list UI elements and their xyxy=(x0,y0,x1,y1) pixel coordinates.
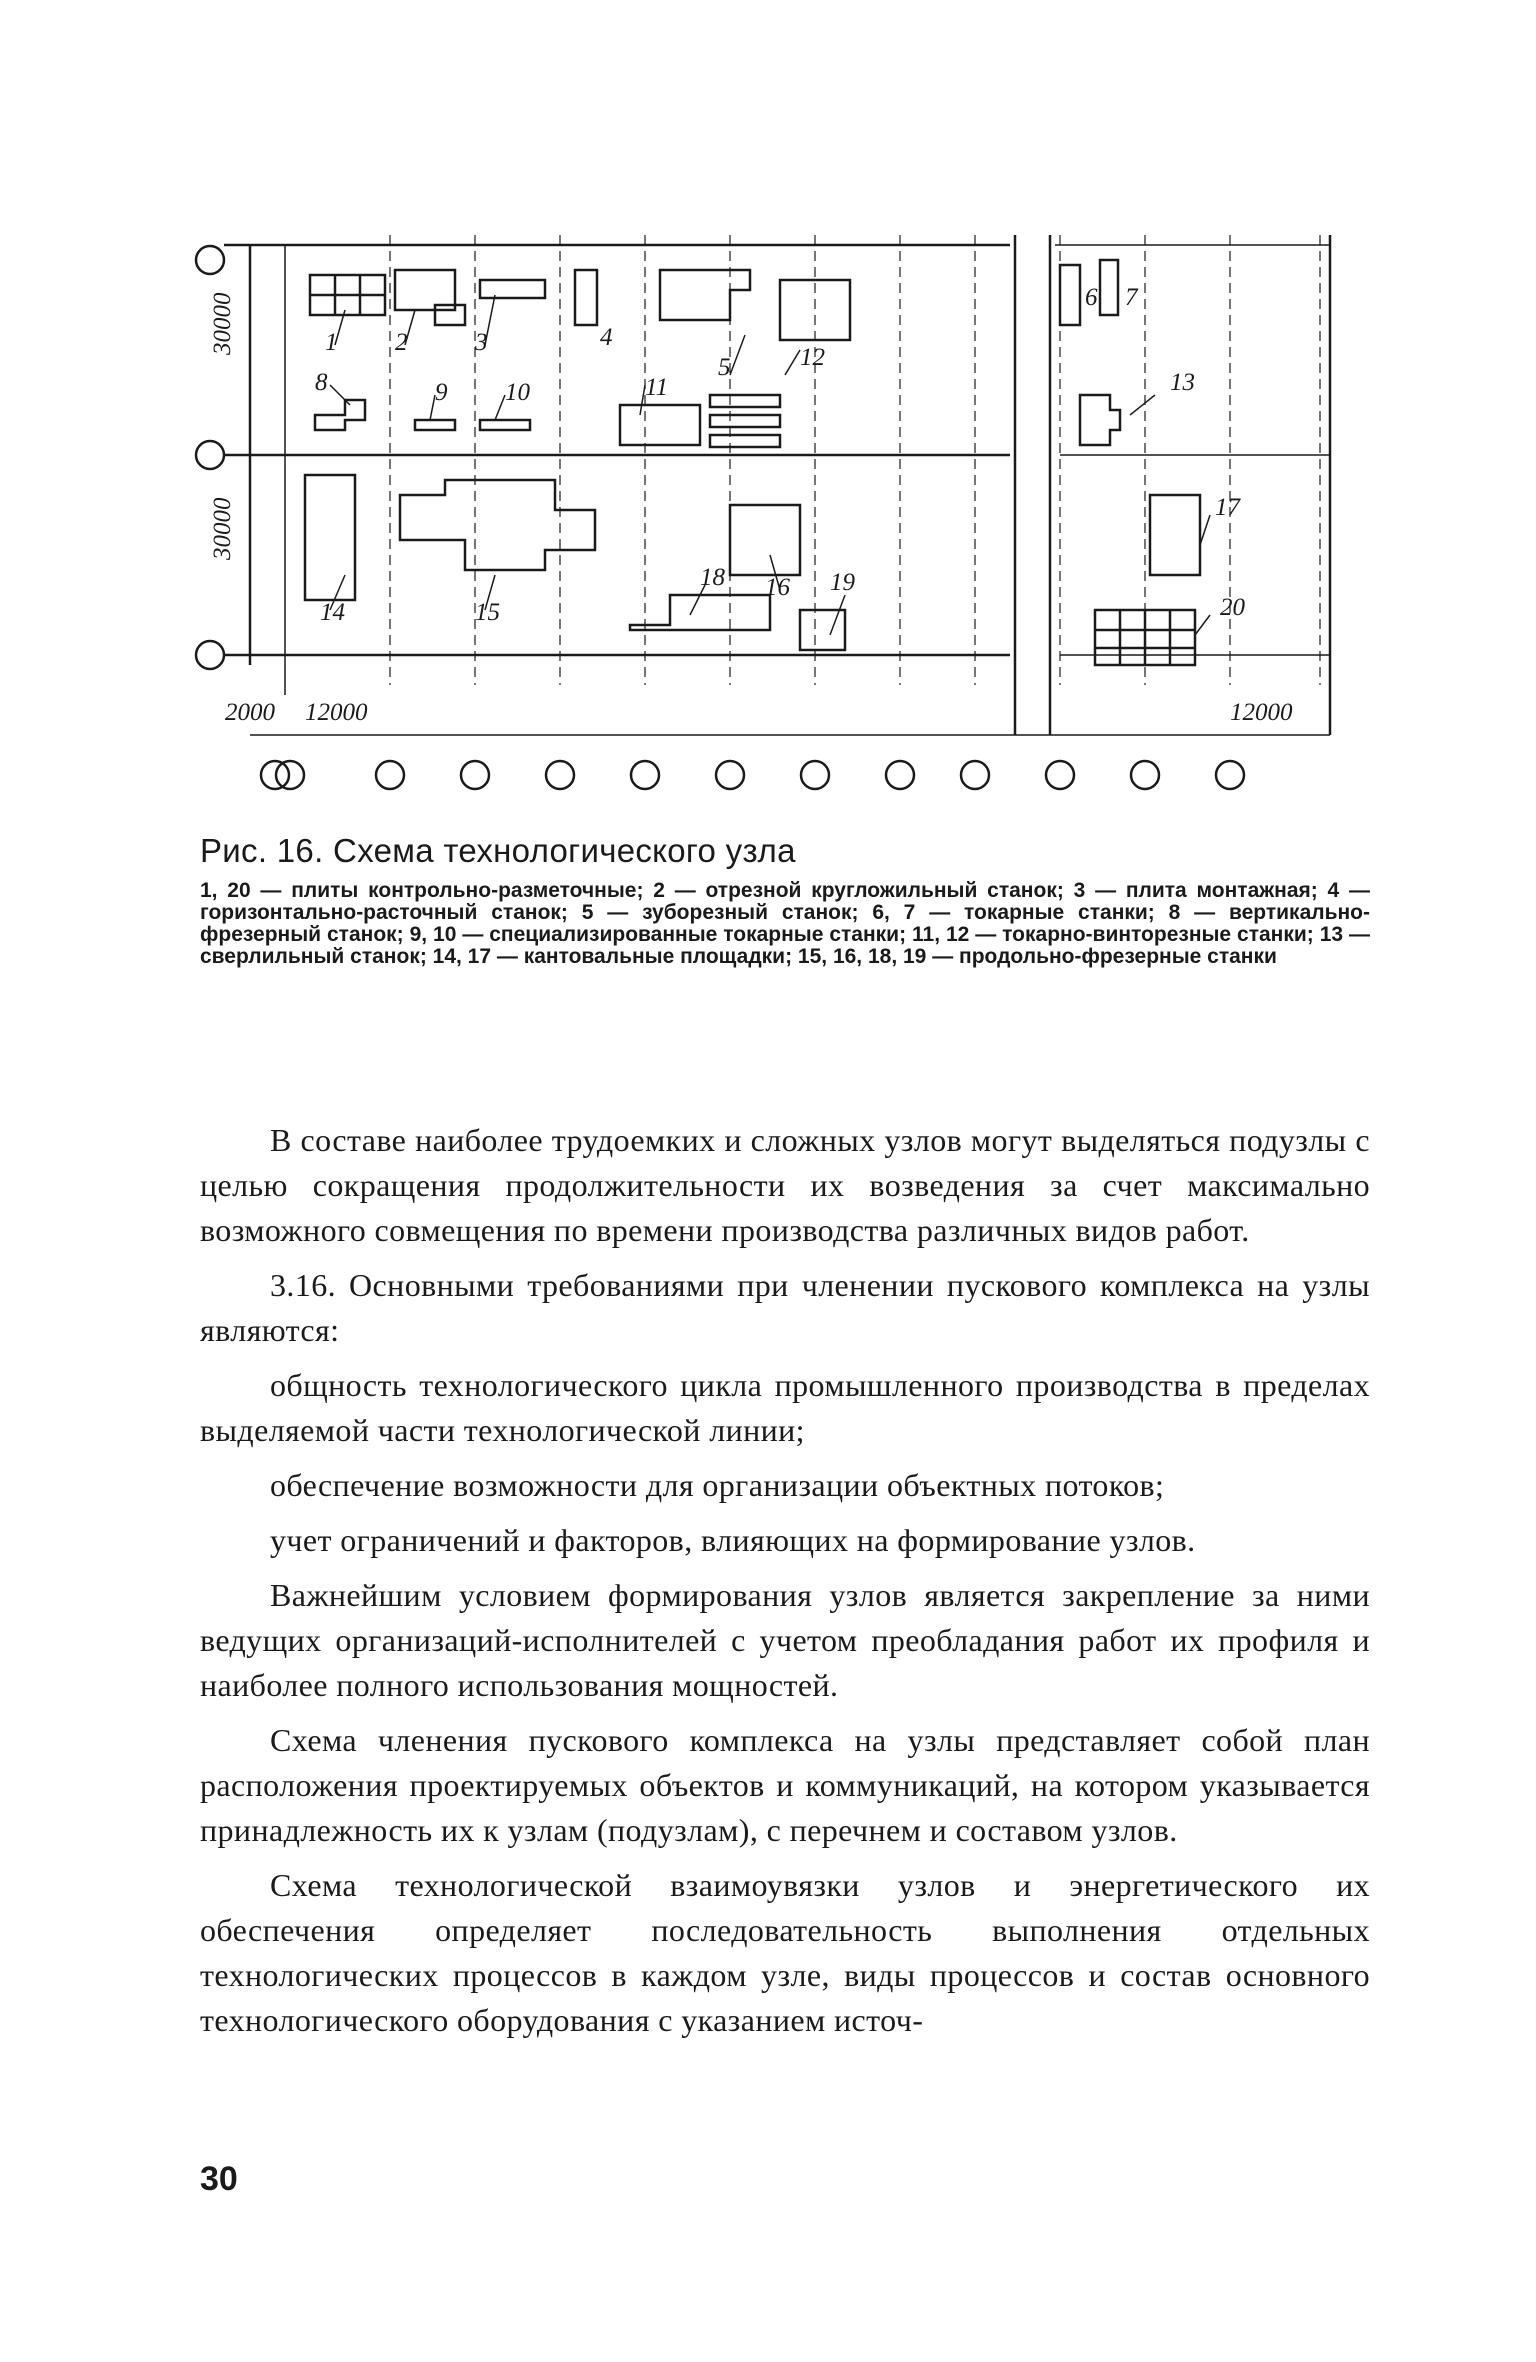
label-4: 4 xyxy=(600,324,613,351)
equipment-11 xyxy=(620,405,700,445)
paragraph: Схема членения пускового комплекса на узлы представляет собой план расположения проектируемых объектов и коммуникаций, на котором указывается принадлежность их к узлам (подузлам), с перечнем и составом узлов. xyxy=(200,1722,1370,1848)
axis-marker xyxy=(196,441,224,469)
paragraph: Схема технологической взаимоувязки узлов и энергетического их обеспечения определяет последовательность выполнения отдельных технологических процессов в каждом узле, виды процессов и состав основного технологического оборудования с указанием источ- xyxy=(200,1867,1370,2038)
equipment-19 xyxy=(800,610,845,650)
dim-row-2: 30000 xyxy=(209,497,236,560)
caption-title: Рис. 16. Схема технологического узла xyxy=(200,832,796,869)
label-7: 7 xyxy=(1125,284,1138,311)
label-1: 1 xyxy=(325,329,338,356)
dim-bottom-2: 12000 xyxy=(305,699,368,726)
paragraph: В составе наиболее трудоемких и сложных узлов могут выделяться подузлы с целью сокращения продолжительности их возведения за счет максимально возможного совмещения по времени производства различных видов работ. xyxy=(200,1122,1370,1248)
label-8: 8 xyxy=(315,369,328,396)
axis-marker xyxy=(196,246,224,274)
label-12: 12 xyxy=(800,344,825,371)
equipment-12 xyxy=(710,395,780,407)
equipment-3 xyxy=(480,280,545,298)
dim-bottom-1: 2000 xyxy=(225,699,275,726)
paragraph: общность технологического цикла промышленного производства в пределах выделяемой части технологической линии; xyxy=(200,1367,1370,1448)
label-3: 3 xyxy=(475,329,488,356)
equipment-5 xyxy=(660,270,750,320)
equipment-14 xyxy=(305,475,355,600)
equipment-9 xyxy=(415,420,455,430)
label-5: 5 xyxy=(718,354,731,381)
label-20: 20 xyxy=(1220,594,1245,621)
label-2: 2 xyxy=(395,329,408,356)
label-14: 14 xyxy=(320,599,345,626)
label-15: 15 xyxy=(475,599,500,626)
equipment-16 xyxy=(730,505,800,575)
equipment-7 xyxy=(1100,260,1118,315)
label-19: 19 xyxy=(830,569,855,596)
equipment-17 xyxy=(1150,495,1200,575)
label-6: 6 xyxy=(1085,284,1098,311)
technological-node-scheme xyxy=(190,215,1350,815)
equipment-18 xyxy=(630,595,770,630)
equipment-13 xyxy=(1080,395,1120,445)
label-11: 11 xyxy=(645,374,669,401)
paragraph: Важнейшим условием формирования узлов является закрепление за ними ведущих организаций-исполнителей с учетом преобладания работ их профиля и наиболее полного использования мощностей. xyxy=(200,1577,1370,1703)
paragraph: учет ограничений и факторов, влияющих на формирование узлов. xyxy=(270,1522,1196,1558)
equipment-10 xyxy=(480,420,530,430)
page-number: 30 xyxy=(200,2160,238,2198)
dim-row-1: 30000 xyxy=(209,292,236,355)
equipment-15 xyxy=(400,480,595,570)
label-13: 13 xyxy=(1170,369,1195,396)
equipment-6 xyxy=(1060,265,1080,325)
paragraph: 3.16. Основными требованиями при членении пускового комплекса на узлы являются: xyxy=(200,1267,1370,1348)
equipment-8 xyxy=(315,400,365,430)
equipment-4 xyxy=(575,270,597,325)
axis-marker xyxy=(196,641,224,669)
body-text xyxy=(200,1118,1370,2053)
label-9: 9 xyxy=(435,379,448,406)
dim-bottom-3: 12000 xyxy=(1230,699,1293,726)
label-17: 17 xyxy=(1215,494,1240,521)
paragraph: обеспечение возможности для организации объектных потоков; xyxy=(270,1467,1165,1503)
figure-caption xyxy=(200,832,1370,968)
label-18: 18 xyxy=(700,564,725,591)
caption-legend: 1, 20 — плиты контрольно-разметочные; 2 — отрезной кругложильный станок; 3 — плита монтажная; 4 — горизонтально-расточный станок; 5 — зуборезный станок; 6, 7 — токарные станки; 8 — вертикально-фрезерный станок; 9, 10 — специализированные токарные станки; 11, 12 — токарно-винторезные станки; 13 — сверлильный станок; 14, 17 — кантовальные площадки; 15, 16, 18, 19 — продольно-фрезерные станки xyxy=(200,879,1370,968)
label-16: 16 xyxy=(765,574,790,601)
label-10: 10 xyxy=(505,379,530,406)
